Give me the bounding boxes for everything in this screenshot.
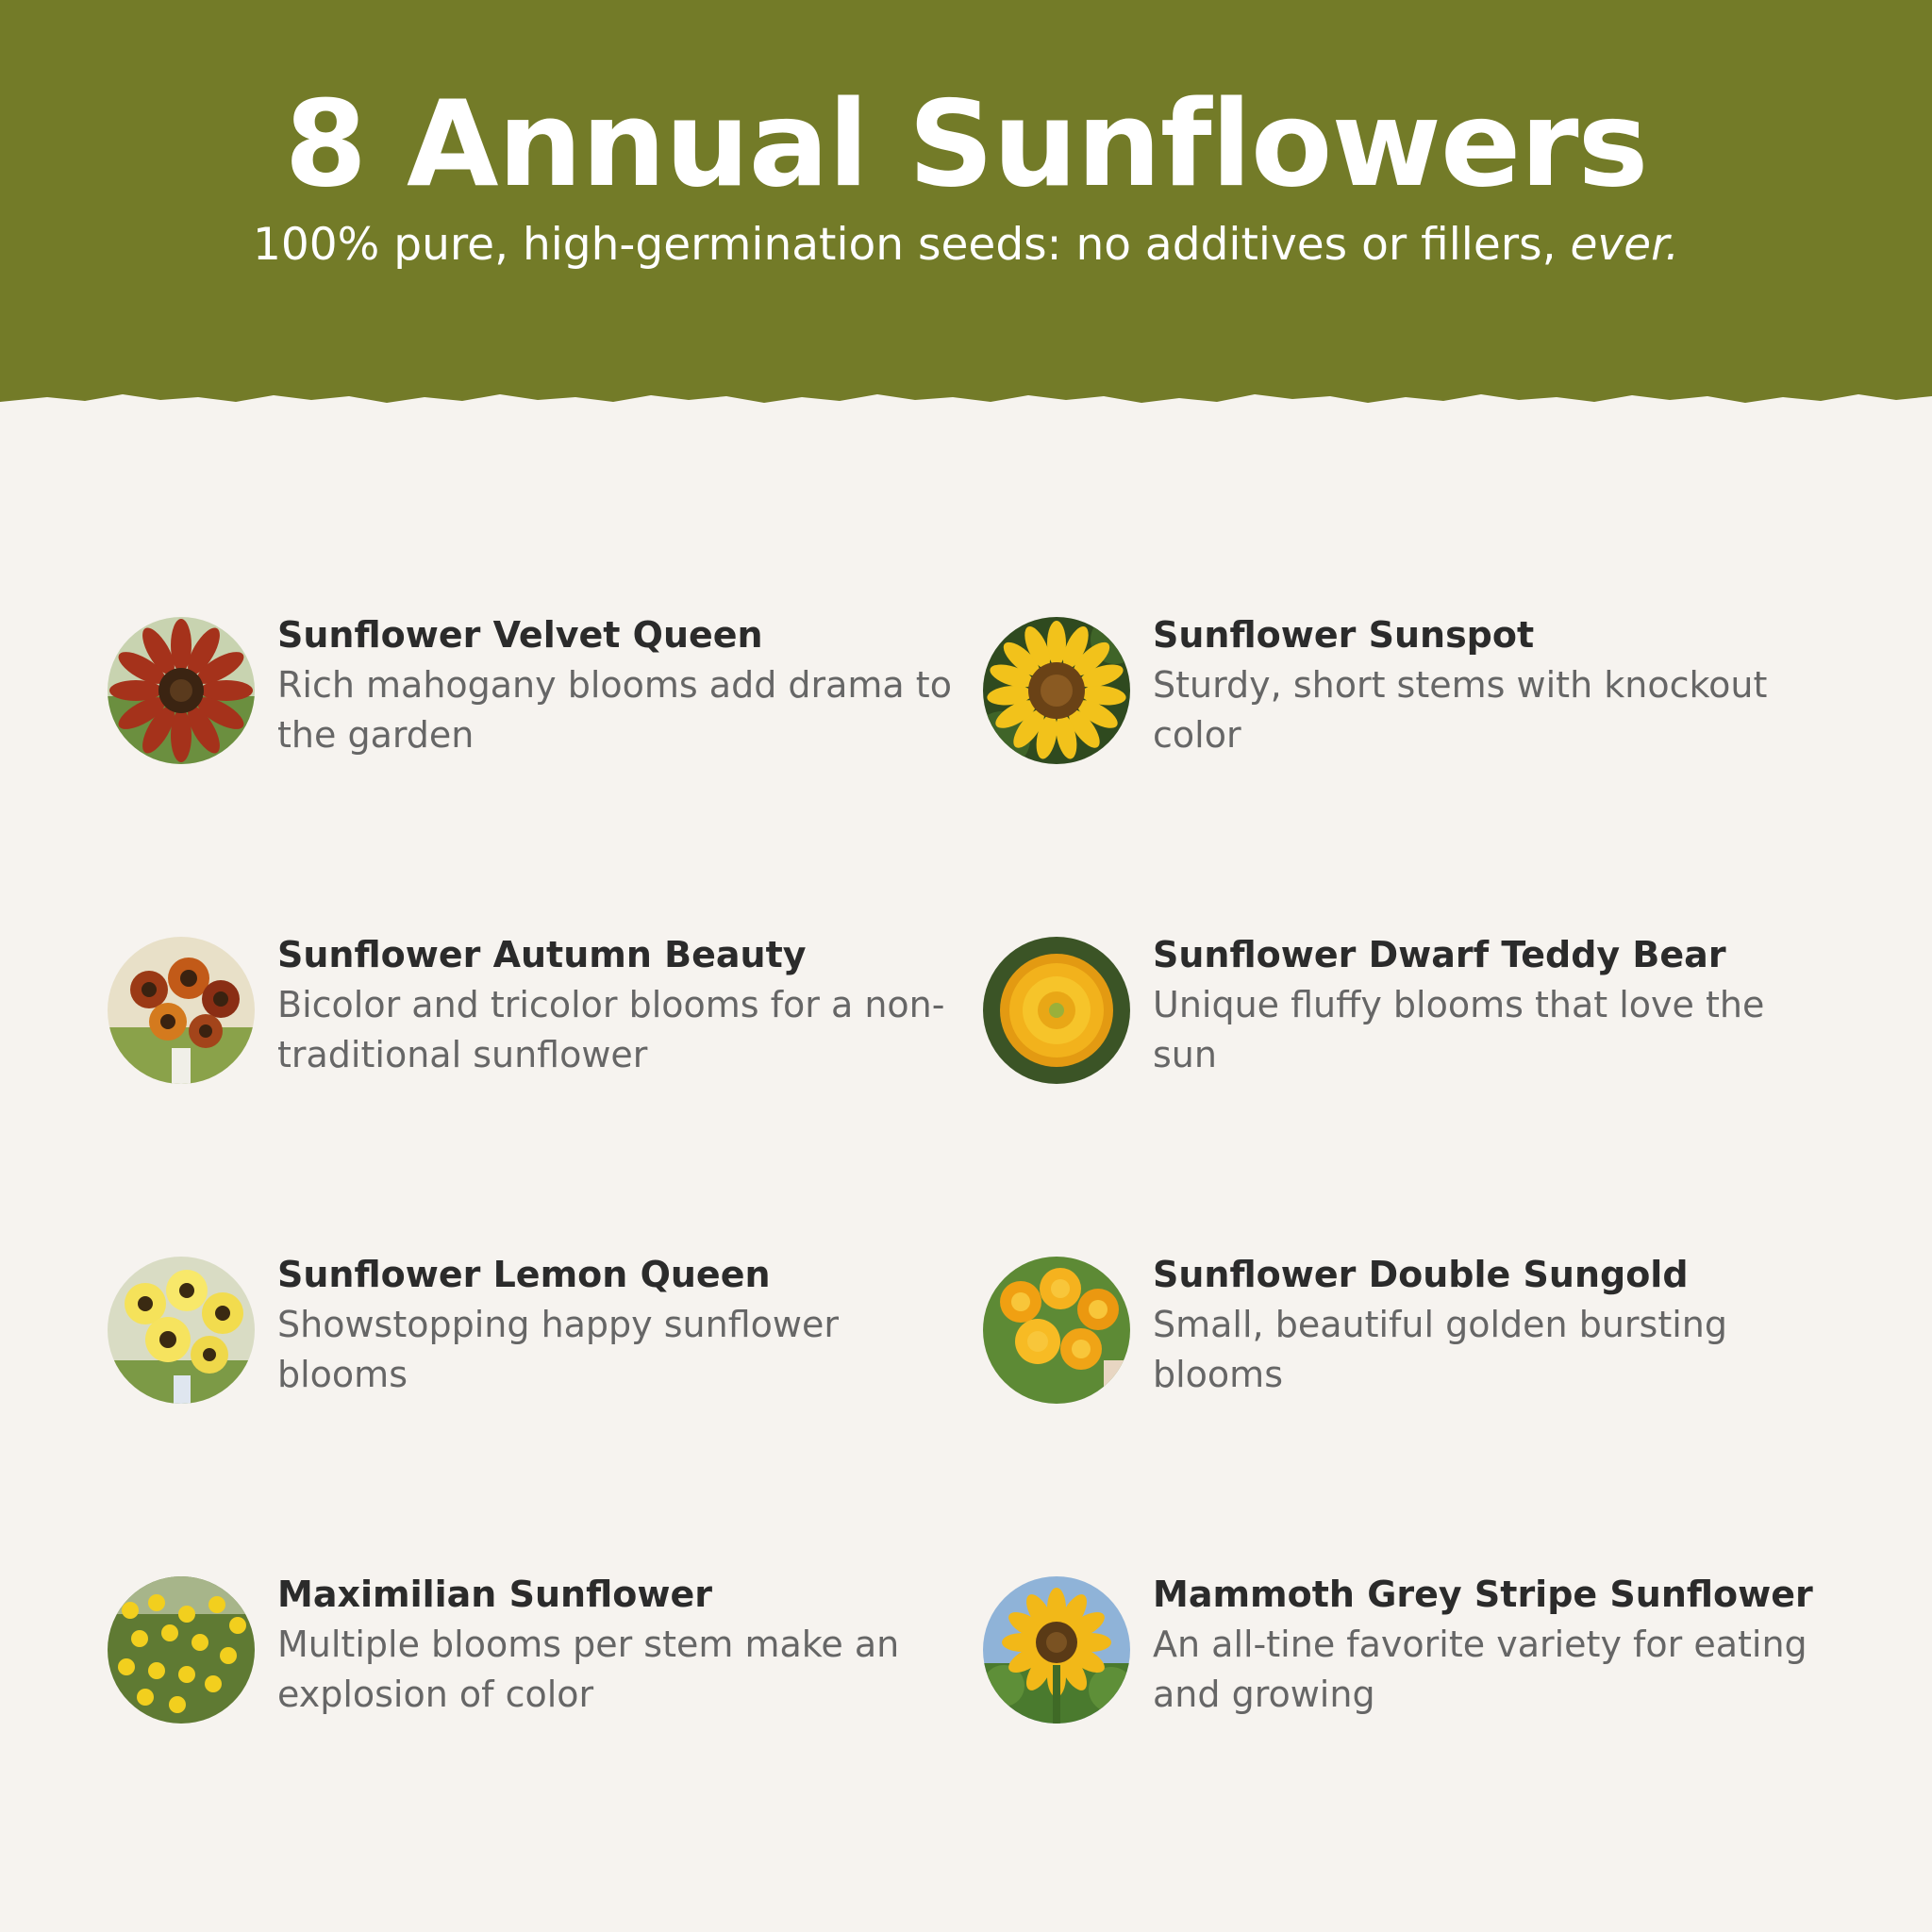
maximilian-photo	[108, 1576, 255, 1724]
sunspot-photo	[983, 617, 1130, 764]
variety-name: Sunflower Double Sungold	[1153, 1254, 1689, 1295]
variety-item	[108, 1254, 957, 1426]
variety-item	[108, 934, 957, 1107]
lemon-queen-photo	[108, 1257, 255, 1404]
variety-description: Unique fluffy blooms that love the sun	[1153, 984, 1765, 1075]
variety-item	[108, 1576, 957, 1746]
variety-name: Sunflower Lemon Queen	[277, 1254, 771, 1295]
variety-description: Showstopping happy sunflower blooms	[277, 1304, 839, 1395]
variety-name: Sunflower Dwarf Teddy Bear	[1153, 934, 1726, 975]
variety-name: Sunflower Velvet Queen	[277, 614, 763, 656]
variety-name: Sunflower Sunspot	[1153, 614, 1535, 656]
variety-item	[983, 1576, 1832, 1746]
variety-item	[983, 934, 1832, 1107]
dwarf-teddy-bear-photo	[983, 937, 1130, 1084]
velvet-queen-photo	[108, 617, 255, 764]
variety-description: Rich mahogany blooms add drama to the garden	[277, 664, 952, 756]
subtitle-emphasis: ever.	[1570, 219, 1680, 271]
variety-name: Sunflower Autumn Beauty	[277, 934, 807, 975]
variety-name: Mammoth Grey Stripe Sunflower	[1153, 1574, 1813, 1615]
page-title: 8 Annual Sunflowers	[284, 75, 1648, 213]
variety-description: An all-tine favorite variety for eating and growing	[1153, 1624, 1807, 1715]
variety-description: Small, beautiful golden bursting blooms	[1153, 1304, 1728, 1395]
variety-item	[983, 614, 1832, 787]
variety-name: Maximilian Sunflower	[277, 1574, 712, 1615]
variety-description: Bicolor and tricolor blooms for a non-traditional sunflower	[277, 984, 945, 1075]
mammoth-grey-stripe-photo	[983, 1576, 1130, 1724]
page-subtitle	[0, 215, 1932, 275]
subtitle-text: 100% pure, high-germination seeds: no additives or fillers,	[252, 219, 1571, 271]
variety-item	[983, 1254, 1832, 1426]
variety-description: Multiple blooms per stem make an explosion of color	[277, 1624, 900, 1715]
variety-item	[108, 614, 957, 787]
double-sungold-photo	[983, 1257, 1130, 1404]
header-banner	[0, 0, 1932, 434]
variety-description: Sturdy, short stems with knockout color	[1153, 664, 1768, 756]
autumn-beauty-photo	[108, 937, 255, 1084]
